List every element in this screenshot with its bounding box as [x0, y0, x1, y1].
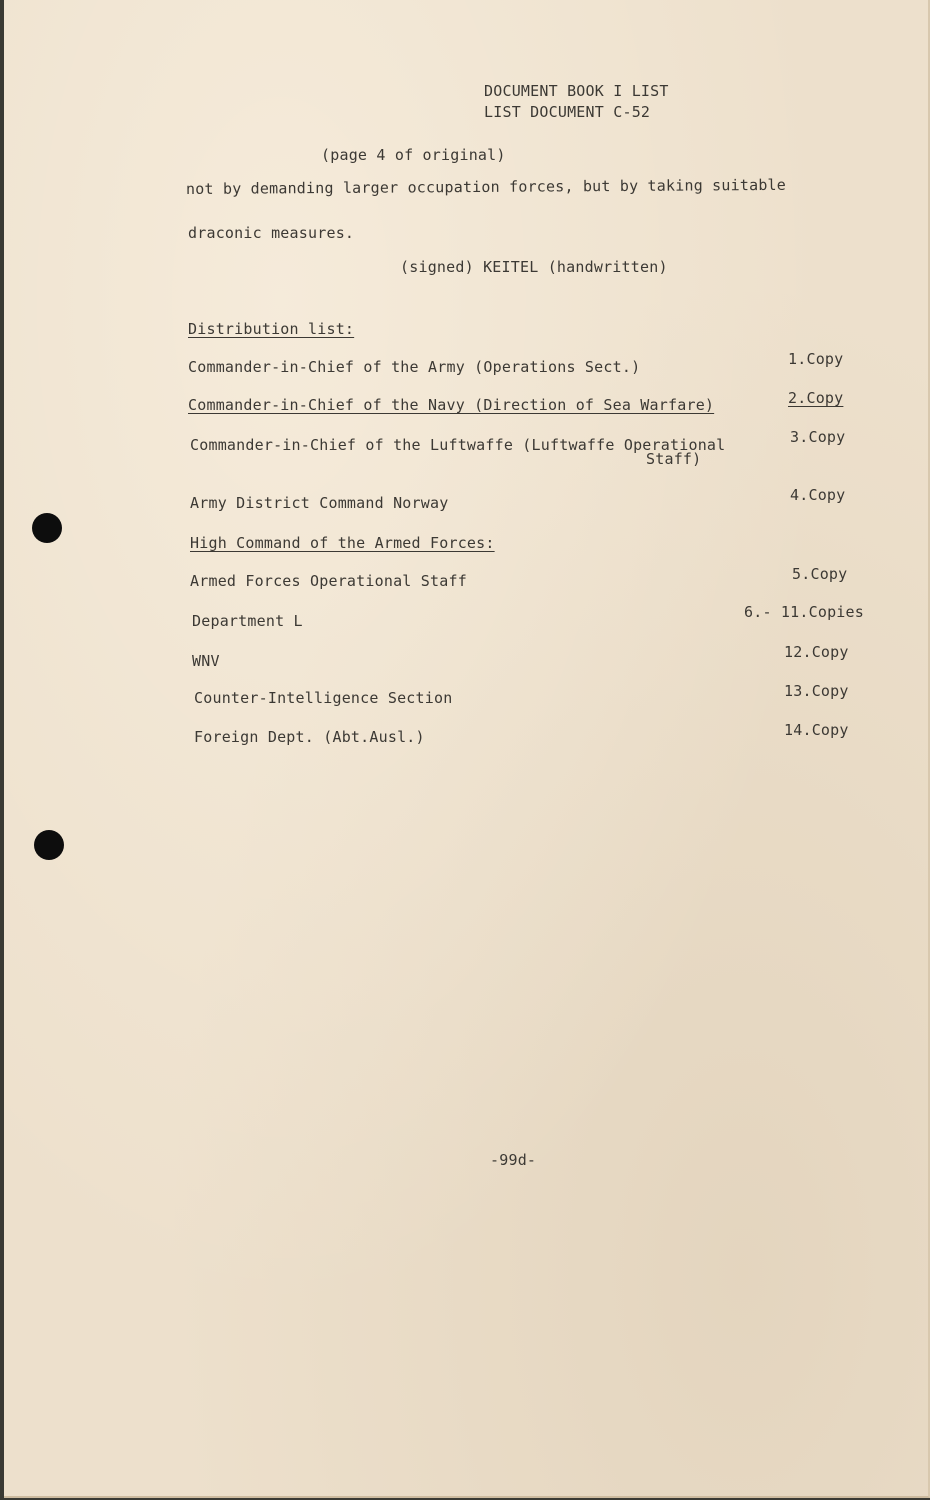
page-note: (page 4 of original) [321, 146, 506, 164]
header-line-1: DOCUMENT BOOK I LIST [484, 82, 669, 100]
distribution-item-copy: 1.Copy [788, 350, 844, 368]
distribution-item-name: Foreign Dept. (Abt.Ausl.) [194, 728, 425, 746]
distribution-item-name: Counter-Intelligence Section [194, 689, 453, 707]
distribution-heading: Distribution list: [188, 320, 355, 338]
distribution-item-name: Commander-in-Chief of the Navy (Direction of Sea Warfare) [188, 396, 715, 414]
distribution-item-name: Commander-in-Chief of the Luftwaffe (Luftwaffe Operational [190, 436, 726, 454]
distribution-item-copy: 5.Copy [792, 565, 848, 583]
punch-hole [32, 513, 62, 543]
distribution-item-copy: 4.Copy [790, 486, 846, 504]
body-line-1: not by demanding larger occupation forces, but by taking suitable [185, 175, 787, 198]
punch-hole [34, 830, 64, 860]
body-line-2: draconic measures. [188, 224, 355, 242]
distribution-item-name: Army District Command Norway [190, 494, 449, 512]
distribution-item-name: Department L [192, 612, 303, 630]
distribution-item-name-continued: Staff) [646, 450, 702, 468]
distribution-item-copy: 13.Copy [784, 682, 849, 700]
distribution-item-copy: 12.Copy [784, 643, 849, 661]
distribution-item-name: WNV [192, 652, 220, 670]
page-number: -99d- [490, 1151, 537, 1169]
distribution-item-copy: 3.Copy [790, 428, 846, 446]
header-line-2: LIST DOCUMENT C-52 [484, 103, 651, 121]
signature-line: (signed) KEITEL (handwritten) [400, 258, 668, 276]
distribution-item-copy: 2.Copy [788, 389, 844, 407]
distribution-item-copy: 6.- 11.Copies [744, 603, 864, 621]
distribution-item-name: Armed Forces Operational Staff [190, 572, 467, 590]
distribution-item-copy: 14.Copy [784, 721, 849, 739]
distribution-item-name: Commander-in-Chief of the Army (Operations Sect.) [188, 358, 641, 376]
distribution-subheading: High Command of the Armed Forces: [190, 534, 495, 552]
document-page [4, 0, 930, 1498]
